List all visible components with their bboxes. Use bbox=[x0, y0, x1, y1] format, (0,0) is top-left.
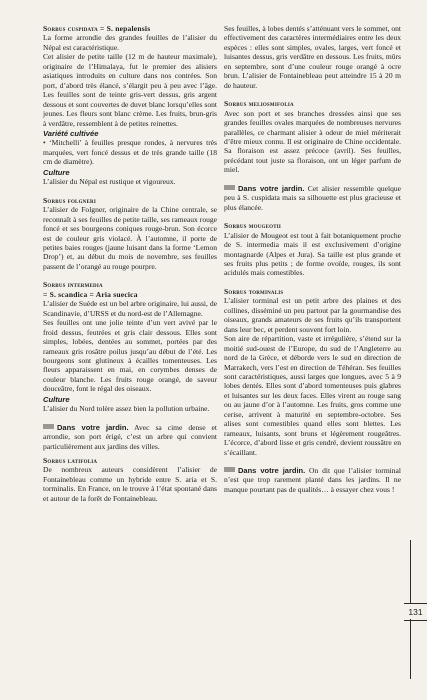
paragraph: L’alisier du Nord tolère assez bien la pollution urbaine. bbox=[43, 404, 210, 414]
paragraph: Son aire de répartition, vaste et irrégulière, s’étend sur la moitié sud-ouest de l’Europe, du sud de l’Angleterre au nord de la Grèce, et déborde vers le sud en direction de Marrakech, vers l’est en direction de Téhéran. Ses feuilles sont caractéristiques, aussi larges que longues, avec 5 à 9 lobes dentés. Elles sont d’abord tomenteuses puis glabres et luisantes sur les deux faces. Elles virent au rouge sang ou au jaune d’or à l’automne. Les fruits, gros comme une cerise, arrivent à maturité en septembre-octobre. Ses alises sont comestibles quand elles sont blettes. Les rameaux, luisants, sont bruns et légèrement rougeâtres. L’écorce, d’abord lisse et gris cendré, devient roussâtre en s’écaillant. bbox=[224, 334, 401, 457]
subheading-variete: Variété cultivée bbox=[43, 128, 99, 138]
margin-rule bbox=[410, 619, 411, 679]
heading-sorbus-mougeotii: Sorbus mougeotii bbox=[224, 221, 282, 231]
jardin-note: Dans votre jardin. On dit que l’alisier torminal n’est que trop rarement planté dans les jardins. Il ne manque pourtant pas de qualités… à essayer chez vous ! bbox=[224, 466, 402, 494]
heading-sorbus-meliosmifolia: Sorbus meliosmifolia bbox=[224, 99, 294, 109]
heading-sorbus-cuspidata: Sorbus cuspidata = S. nepalensis bbox=[43, 24, 151, 33]
paragraph: Cet alisier de petite taille (12 m de hauteur maximale), originaire de l’Himalaya, fut le premier des alisiers asiatiques introduits en culture dans nos contrées. Son port, d’abord très élancé, s’élargit peu à peu avec l’âge. Les feuilles sont de teinte gris-vert dessus, gris argent dessous et sont couvertes de duvet blanc lorsqu’elles sont jeunes. Les fleurs sont blanc crème. Les fruits, brun-gris à verdâtre, ressemblent à de petites reinettes. bbox=[43, 52, 217, 128]
heading-sorbus-intermedia: Sorbus intermedia bbox=[43, 280, 103, 290]
margin-rule bbox=[410, 540, 411, 603]
left-column bbox=[43, 24, 217, 503]
jardin-marker-icon bbox=[224, 467, 235, 472]
subheading-culture: Culture bbox=[43, 167, 70, 177]
subheading-culture: Culture bbox=[43, 394, 70, 404]
heading-sorbus-torminalis: Sorbus torminalis bbox=[224, 286, 284, 296]
right-column bbox=[224, 24, 401, 494]
paragraph: La forme arrondie des grandes feuilles de l’alisier du Népal est caractéristique. bbox=[43, 33, 217, 52]
jardin-marker-icon bbox=[43, 424, 54, 429]
heading-synonyms: = S. scandica = Aria suecica bbox=[43, 289, 138, 299]
paragraph: L’alisier de Mougeot est tout à fait botaniquement proche de S. intermedia mais il est exclusivement d’origine montagnarde (Alpes et Jura). Sa taille est plus grande et ses fruits plus petits ; de forme ovoïde, rouges, ils sont acidulés mais comestibles. bbox=[224, 230, 401, 278]
paragraph: • ‘Mitchelli’ à feuilles presque rondes, à nervures très marquées, vert foncé dessus et de très grande taille (18 cm de diamètre). bbox=[43, 138, 217, 167]
jardin-marker-icon bbox=[224, 185, 235, 190]
heading-sorbus-folgneri: Sorbus folgneri bbox=[43, 195, 96, 205]
paragraph: Ses feuilles ont une jolie teinte d’un vert avivé par le froid dessus, feutrées et gris clair dessous. Elles sont simples, lobées, dentées au sommet, portées par des rameaux gris rosâtre poilus jusqu’au début de l’été. Les bourgeons sont glutineux à écailles tomenteuses. Les fleurs apparaissent en mai, en corymbes denses de couleur blanche. Les fruits rouge orangé, de saveur douceâtre, font le régal des oiseaux. bbox=[43, 318, 217, 394]
jardin-note: Dans votre jardin. Avec sa cime dense et arrondie, son port érigé, c’est un arbre qui convient particulièrement aux jardins des villes. bbox=[43, 422, 217, 451]
paragraph: L’alisier de Folgner, originaire de la Chine centrale, se reconnaît à ses feuilles de petite taille, ses rameaux rouge foncé et ses bourgeons coniques rouge-brun. Son écorce est de couleur gris violacé. À l’automne, il porte de petites baies rouges (jaune luisant dans la forme ‘Lemon Drop’) et, au début du mois de novembre, ses feuilles passent de l’orangé au rouge pourpre. bbox=[43, 205, 217, 271]
jardin-note: Dans votre jardin. Cet alisier ressemble quelque peu à S. cuspidata mais sa silhouette est plus gracieuse et plus élancée. bbox=[224, 183, 401, 212]
paragraph: Avec son port et ses branches dressées ainsi que ses grandes feuilles ovales marquées de nombreuses nervures parallèles, ce charmant alisier à odeur de miel mériterait d’être mieux connu. Il est originaire de Chine occidentale. Sa floraison est assez précoce (avril). Ses feuilles, précédant tout juste sa floraison, ont un léger parfum de miel. bbox=[224, 108, 401, 175]
paragraph: De nombreux auteurs considèrent l’alisier de Fontainebleau comme un hybride entre S. aria et S. torminalis. En France, on le trouve à l’état spontané dans et autour de la forêt de Fontainebleau. bbox=[43, 465, 217, 503]
paragraph: L’alisier du Népal est rustique et vigoureux. bbox=[43, 177, 176, 187]
page-number: 131 bbox=[404, 603, 427, 621]
paragraph: L’alisier de Suède est un bel arbre originaire, lui aussi, de Scandinavie, d’URSS et du nord-est de l’Allemagne. bbox=[43, 299, 217, 318]
paragraph: L’alisier torminal est un petit arbre des plaines et des collines, disséminé un peu partout par la gourmandise des oiseaux, grands amateurs de ses fruits qu’ils transportent dans leur bec, et perdent souvent fort loin. bbox=[224, 296, 401, 334]
paragraph: Ses feuilles, à lobes dentés s’atténuant vers le sommet, ont effectivement des caractères intermédiaires entre les deux espèces : elles sont simples, ovales, larges, vert foncé et luisantes dessus, gris verdâtre en dessous. Les fruits, mûrs en septembre, sont d’une couleur rouge orangé à ocre brun. L’alisier de Fontainebleau peut atteindre 15 à 20 m de hauteur. bbox=[224, 24, 401, 90]
heading-sorbus-latifolia: Sorbus latifolia bbox=[43, 456, 98, 466]
